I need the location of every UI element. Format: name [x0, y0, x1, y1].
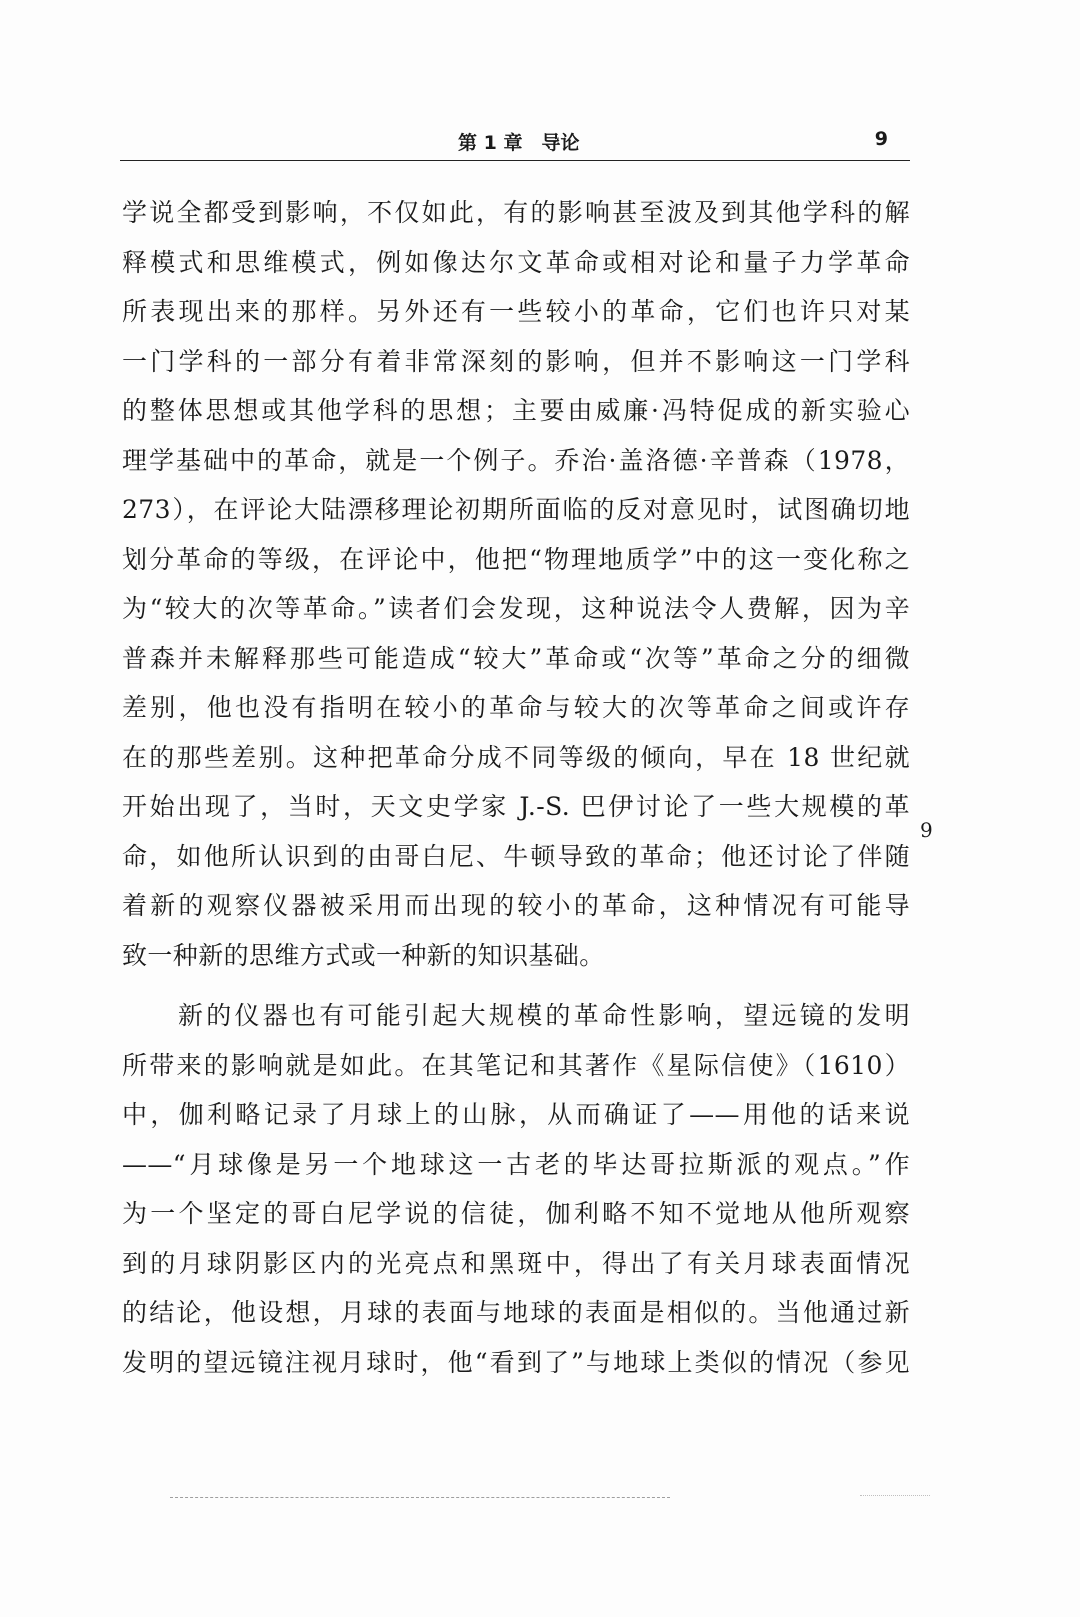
paragraph-2	[122, 991, 910, 1387]
header-rule	[120, 160, 910, 161]
text-line: 发明的望远镜注视月球时，他“看到了”与地球上类似的情况（参见	[122, 1347, 910, 1377]
text-line: 为一个坚定的哥白尼学说的信徒，伽利略不知不觉地从他所观察	[122, 1199, 910, 1228]
paragraph-1	[122, 188, 910, 980]
text-line: 到的月球阴影区内的光亮点和黑斑中，得出了有关月球表面情况	[122, 1248, 910, 1278]
text-line: 着新的观察仪器被采用而出现的较小的革命，这种情况有可能导	[122, 891, 910, 920]
paragraph-gap	[122, 980, 910, 991]
text-line: 为“较大的次等革命。”读者们会发现，这种说法令人费解，因为辛	[122, 594, 910, 623]
text-line: 的整体思想或其他学科的思想；主要由威廉·冯特促成的新实验心	[122, 396, 910, 425]
text-line: 学说全都受到影响，不仅如此，有的影响甚至波及到其他学科的解	[122, 198, 910, 227]
text-line: 差别，他也没有指明在较小的革命与较大的次等革命之间或许存	[122, 693, 910, 722]
text-line: 新的仪器也有可能引起大规模的革命性影响，望远镜的发明	[178, 1001, 910, 1030]
text-line: 所带来的影响就是如此。在其笔记和其著作《星际信使》（1610）	[122, 1050, 910, 1080]
text-line: 致一种新的思维方式或一种新的知识基础。	[122, 940, 605, 970]
text-line: 开始出现了，当时，天文史学家 J.-S. 巴伊讨论了一些大规模的革	[122, 792, 910, 821]
body-text	[122, 188, 910, 1387]
scan-artifact-line	[170, 1497, 670, 1498]
chapter-title: 第 1 章 导论	[458, 132, 580, 154]
text-line: 释模式和思维模式，例如像达尔文革命或相对论和量子力学革命	[122, 247, 910, 277]
margin-page-number: 9	[920, 818, 933, 842]
text-line: 普森并未解释那些可能造成“较大”革命或“次等”革命之分的细微	[122, 643, 910, 673]
text-line: 命，如他所认识到的由哥白尼、牛顿导致的革命；他还讨论了伴随	[122, 841, 910, 871]
text-line: 的结论，他设想，月球的表面与地球的表面是相似的。当他通过新	[122, 1298, 910, 1327]
text-line: 273），在评论大陆漂移理论初期所面临的反对意见时，试图确切地	[122, 495, 910, 524]
text-line: 在的那些差别。这种把革命分成不同等级的倾向，早在 18 世纪就	[122, 742, 910, 772]
page-number: 9	[874, 128, 888, 150]
text-line: ——“月球像是另一个地球这一古老的毕达哥拉斯派的观点。”作	[122, 1149, 910, 1179]
scan-artifact-line	[860, 1495, 930, 1496]
text-line: 中，伽利略记录了月球上的山脉，从而确证了——用他的话来说	[122, 1100, 910, 1129]
text-line: 理学基础中的革命，就是一个例子。乔治·盖洛德·辛普森（1978，	[122, 445, 910, 475]
running-head	[120, 128, 910, 158]
text-line: 所表现出来的那样。另外还有一些较小的革命，它们也许只对某	[122, 297, 910, 326]
text-line: 一门学科的一部分有着非常深刻的影响，但并不影响这一门学科	[122, 346, 910, 376]
text-line: 划分革命的等级，在评论中，他把“物理地质学”中的这一变化称之	[122, 544, 910, 574]
